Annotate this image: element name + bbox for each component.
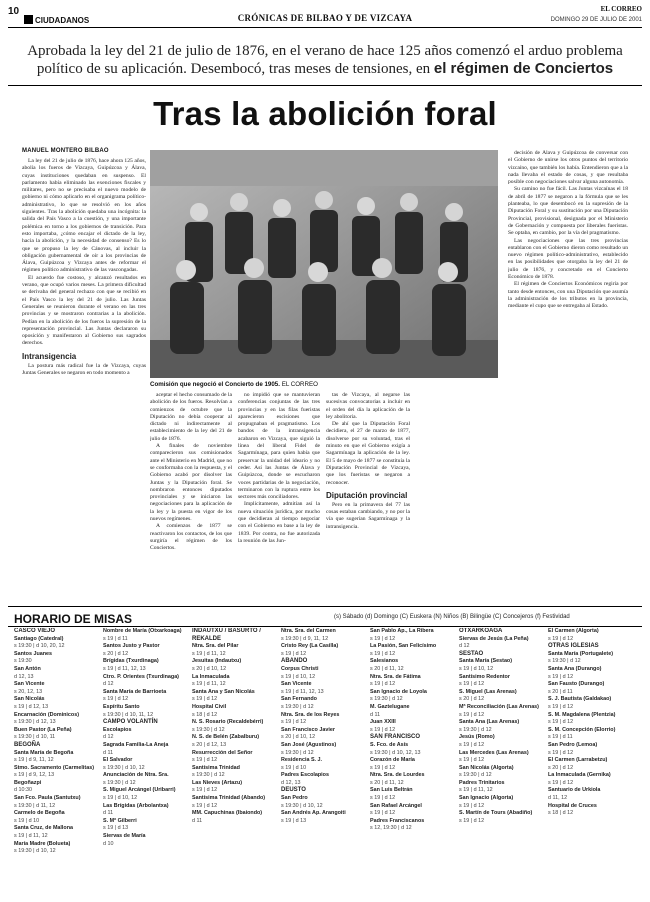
- mass-times: s 19 | d 11, 12, 13: [103, 665, 146, 672]
- church-name: Santísima Trinidad: [192, 764, 240, 771]
- paragraph: El régimen de Conciertos Económicos regiría por tanto desde entonces, con una Diputación que asumía la administración de los tributos en la provincia, mediante el cupo que se entregaba al Estado.: [508, 281, 628, 310]
- mass-times: s 19 | d 11, 12: [192, 681, 226, 688]
- mass-column: [192, 628, 278, 896]
- mass-times: s 19:30 | d 12: [281, 749, 314, 756]
- paragraph: El acuerdo fue costoso, y alcanzó resultados en verano, que ocupó varios meses. La primera dificultad se derivaba del general rechazo con que se recibió en el País Vasco la ley del 21 de julio. Las Juntas Generales se reunieron durante el verano en las tres provincias y se mostraron contrarias a la abolición. Pedían en la abolición de los fueros la supresión de la representación provincial. Las Juntas declararon su oposición y manifestaron al Gobierno sus sagrados derechos.: [22, 274, 146, 347]
- mass-column: [370, 628, 456, 896]
- district-heading: OTRAS IGLESIAS: [548, 643, 599, 650]
- paragraph: A comienzos de 1877 se reactivaron los contactos, de los que surgiría el régimen de los Conciertos.: [150, 523, 232, 552]
- section-title: CRÓNICAS DE BILBAO Y DE VIZCAYA: [237, 13, 413, 23]
- mass-times: s 19:30 | d 10, 11: [14, 734, 56, 741]
- mass-times: s 19 | d 11, 12: [459, 787, 493, 794]
- mass-times: s 19:30 | d 12: [281, 703, 314, 710]
- church-name: S. Miguel (Las Arenas): [459, 688, 517, 695]
- article-photo: [150, 150, 498, 378]
- mass-times: d 10:30: [14, 787, 32, 794]
- mass-column: [281, 628, 367, 896]
- church-name: Sagrada Familia-La Aneja: [103, 741, 169, 748]
- church-name: La Inmaculada (Gernika): [548, 772, 611, 779]
- byline: MANUEL MONTERO BILBAO: [22, 148, 109, 154]
- church-name: Nombre de María (Otxarkoaga): [103, 628, 182, 634]
- mass-times: s 19 | d 12: [459, 802, 485, 809]
- church-name: La Inmaculada: [192, 673, 230, 680]
- church-name: Santa Cruz, de Mallona: [14, 825, 74, 832]
- paragraph: La ley del 21 de julio de 1876, hace ahora 125 años, abolía los fueros de Vizcaya, Guipúzcoa y Álava, cuyas instituciones quedaban en suspenso. El parlamento había eliminado las exenciones fiscales y militares, pero no se precisaba el nuevo modelo de gobierno ni cómo aplicarlo en el organigrama político-administrativo, lo que se resolvió en los años siguientes. Tras la abolición quedaba una incógnita: la salida del País Vasco a la cuestión, y una importante polémica en torno a los gobiernos de transición. Para esto importaba, ¿cómo encajar el dictado de la ley, hacia la abolición, y la necesidad de consenso? Es lo que se propuso la ley de Cánovas, al incluir la obligación gubernamental de oír a los provincias de Álava, Guipúzcoa y Vizcaya antes de reformar el régimen político administrativo de las vascongadas.: [22, 158, 146, 274]
- church-name: Santa María de Barrioeta: [103, 688, 167, 695]
- mass-times: d 10: [103, 840, 114, 847]
- mass-times: s 19 | d 12: [370, 650, 396, 657]
- mass-times: d 11: [103, 749, 114, 756]
- article-column-3: [238, 392, 320, 598]
- church-name: S. M. Magdalena (Plentzia): [548, 711, 616, 718]
- mass-times: s 19 | d 11, 12: [192, 650, 226, 657]
- horario-subdivider: [8, 626, 642, 627]
- church-name: Juan XXIII: [370, 719, 396, 726]
- church-name: Carmelo de Begoña: [14, 810, 65, 817]
- paragraph: tas de Vizcaya, al negarse las sucesivas convocatorias a incluir en el orden del día la aplicación de la ley abolitoria.: [326, 392, 410, 420]
- church-name: Padres Franciscanos: [370, 817, 425, 824]
- mass-times: d 12: [459, 643, 470, 650]
- kicker-emphasis: el régimen de Conciertos: [433, 60, 614, 77]
- mass-times: s 19 | d 12: [370, 635, 396, 642]
- mass-times: d 12: [103, 734, 114, 741]
- mass-times: s 19 | d 12: [370, 764, 396, 771]
- mass-times: s 19 | d 10: [281, 764, 307, 771]
- article-column-4: [326, 392, 410, 598]
- mass-times: s 20 | d 10, 12: [192, 665, 227, 672]
- church-name: M. Gaztelugane: [370, 703, 410, 710]
- mass-times: s 19 | d 12: [370, 726, 396, 733]
- mass-times: d 11: [192, 817, 203, 824]
- mass-times: s 19:30 | d 11, 12: [14, 802, 56, 809]
- paragraph: Implícitamente, admitían así la nueva situación jurídica, por mucho que decidieran al tiempo negociar con el Gobierno en base a la ley de 1839. Por contra, no fue autorizada la reunión de las Jun-: [238, 501, 320, 544]
- article-column-2: [150, 392, 232, 598]
- church-name: Ntra. Sra. del Pilar: [192, 643, 239, 650]
- church-name: S. J. Bautista (Galdakao): [548, 696, 612, 703]
- church-name: Mª Reconciliación (Las Arenas): [459, 703, 539, 710]
- mass-times: s 19 | d 11: [548, 734, 573, 741]
- church-name: San Ignacio (Algorta): [459, 795, 514, 802]
- district-heading: OTXARKOAGA: [459, 628, 503, 634]
- mass-times: s 19 | d 13: [281, 817, 307, 824]
- mass-times: s 19:30 | d 10, 12: [103, 764, 145, 771]
- mass-times: s 19 | d 10, 12: [281, 673, 316, 680]
- mass-times: s 19 | d 12: [192, 802, 218, 809]
- church-name: San Fausto (Durango): [548, 681, 605, 688]
- mass-times: s 19:30 | d 12: [192, 726, 225, 733]
- mass-times: s 20 | d 12: [459, 696, 485, 703]
- church-name: Santa María de Begoña: [14, 749, 74, 756]
- church-name: MM. Capuchinas (Ibaiondo): [192, 810, 263, 817]
- mass-times: s 19 | d 10, 12: [459, 665, 494, 672]
- church-name: Padres Trinitarios: [459, 779, 505, 786]
- church-name: San Ignacio de Loyola: [370, 688, 427, 695]
- mass-times: s 19 | d 12, 13: [14, 703, 49, 710]
- mass-times: s 20 | d 11, 12: [370, 665, 404, 672]
- church-name: San Fernando: [281, 696, 317, 703]
- church-name: San Pedro (Lemoa): [548, 741, 598, 748]
- mass-column: [548, 628, 634, 896]
- mass-times: s 19 | d 11, 12: [14, 833, 48, 840]
- page-number: 10: [8, 6, 20, 17]
- church-name: Cristo Rey (La Casilla): [281, 643, 339, 650]
- church-name: S. Miguel Arcángel (Uribarri): [103, 787, 176, 794]
- subheading: Intransigencia: [22, 351, 77, 361]
- kicker-divider: [8, 85, 642, 86]
- mass-times: s 19 | d 12: [281, 719, 307, 726]
- paragraph: La postura más radical fue la de Vizcaya, cuyas Juntas Generales se negaron en todo momento a: [22, 362, 146, 377]
- church-name: Ntra. Sra. de los Reyes: [281, 711, 340, 718]
- section-label: CIUDADANOS: [24, 15, 89, 25]
- mass-times: s 19 | d 12: [370, 795, 396, 802]
- mass-times: s 19 | d 10, 12: [103, 795, 138, 802]
- church-name: María Madre (Bolueta): [14, 840, 71, 847]
- church-name: San Antón: [14, 665, 41, 672]
- church-name: El Salvador: [103, 757, 133, 764]
- church-name: Hospital Civil: [192, 703, 227, 710]
- mass-times: s 19 | d 12: [192, 787, 218, 794]
- mass-times: s 19:30 | d 12: [548, 658, 581, 665]
- mass-times: s 20 | d 12: [103, 650, 129, 657]
- church-name: N. S. Rosario (Recaldebérri): [192, 719, 264, 726]
- church-name: Residencia S. J.: [281, 757, 323, 764]
- church-name: Resurrección del Señor: [192, 749, 253, 756]
- church-name: Santuario de Urkiola: [548, 787, 601, 794]
- church-name: San Pablo Ap., La Ribera: [370, 628, 434, 634]
- mass-times: d 12, 13: [14, 673, 34, 680]
- horario-title: HORARIO DE MISAS: [14, 612, 133, 626]
- church-name: Anunciación de Ntra. Sra.: [103, 772, 169, 779]
- church-name: Siervas de María: [103, 833, 146, 840]
- church-name: Buen Pastor (La Peña): [14, 726, 72, 733]
- church-name: San Rafael Arcángel: [370, 802, 422, 809]
- mass-times: s 19 | d 9, 11, 12: [14, 757, 54, 764]
- mass-times: s 19 | d 12: [192, 696, 218, 703]
- headline: Tras la abolición foral: [153, 95, 497, 132]
- district-heading: ABANDO: [281, 658, 308, 665]
- paragraph: Las negociaciones que las tres provincias entablaron con el Gobierno dieron como resultado un nuevo régimen político-administrativo, establecido en las posibilidades que otorgaba la ley del 21 de julio de 1876, y concretado en el Concierto Económico de 1878.: [508, 237, 628, 281]
- church-name: Siervas de Jesús (La Peña): [459, 635, 529, 642]
- horario-legend: (s) Sábado (d) Domingo (C) Euskera (N) Niños (B) Bilingüe (C) Concejeros (f) Festividad: [334, 614, 570, 620]
- mass-times: s 19:30 | d 12: [192, 772, 225, 779]
- district-heading: CASCO VIEJO: [14, 628, 56, 634]
- church-name: Las Nieves (Artazu): [192, 779, 243, 786]
- article-column-1: [22, 158, 146, 598]
- church-name: Ntra. Sra. del Carmen: [281, 628, 336, 634]
- district-heading: SESTAO: [459, 650, 484, 657]
- church-name: San José (Agustinos): [281, 741, 337, 748]
- church-name: Santos Juanes: [14, 650, 53, 657]
- mass-times: s 19 | d 13: [103, 825, 129, 832]
- church-name: Jesuitas (Indautxu): [192, 658, 242, 665]
- mass-times: s 19 | d 11, 12, 13: [281, 688, 324, 695]
- church-name: San Luis Beltrán: [370, 787, 413, 794]
- mass-times: d 11: [103, 810, 114, 817]
- church-name: El Carmen (Larrabetzu): [548, 757, 608, 764]
- church-name: Encarnación (Dominicos): [14, 711, 79, 718]
- church-name: Jesús (Romo): [459, 734, 495, 741]
- paragraph: decisión de Álava y Guipúzcoa de conversar con el Gobierno de unirse los otros puntos del territorio vizcaíno, que también los había. Entendieron que a la nada llevaba el estado de cosas, y que resultaba posible con negociaciones salvar alguna autonomía.: [508, 150, 628, 186]
- paragraph: no impidió que se mantuvieran conferencias conjuntas de las tres provincias y en las filas fueristas aparecieron escisiones que propugnaban el pragmatismo. Los bandos de la intransigencia acabaron en Vizcaya, que siguió la línea del liberal Fidel de Sagarmínaga, para quien había que preservar la unidad del ideario y no ceder. Así las Juntas de Álava y Guipúzcoa, donde se escucharon voces partidarias de la negociación, terminaron con la ruptura entre los sectores más conciliadores.: [238, 392, 320, 501]
- mass-times: s 20 | d 12: [548, 764, 574, 771]
- church-name: Stmo. Sacramento (Carmelitas): [14, 764, 94, 771]
- church-name: Corazón de María: [370, 757, 415, 764]
- mass-times: s 19:30 | d 10, 20, 12: [14, 643, 65, 650]
- church-name: Hospital de Cruces: [548, 802, 597, 809]
- church-name: Ntra. Sra. de Fátima: [370, 673, 421, 680]
- mass-times: s 19 | d 11: [103, 635, 128, 642]
- church-name: Begoñazpi: [14, 779, 42, 786]
- church-name: Salesianos: [370, 658, 399, 665]
- mass-times: d 11: [370, 711, 381, 718]
- church-name: Santísima Trinidad (Abando): [192, 795, 266, 802]
- mass-column: [459, 628, 545, 896]
- mass-times: s 19 | d 12: [281, 650, 307, 657]
- mass-times: s 19 | d 12: [459, 817, 485, 824]
- mass-times: s 20 | d 10, 12: [281, 734, 316, 741]
- district-heading: SAN FRANCISCO: [370, 734, 421, 741]
- mass-times: s 19:30 | d 10, 12: [281, 802, 323, 809]
- church-name: Brígidas (Txurdinaga): [103, 658, 159, 665]
- district-heading: CAMPO VOLANTÍN: [103, 719, 158, 726]
- mass-times: s 19 | d 12: [370, 681, 396, 688]
- church-name: Las Mercedes (Las Arenas): [459, 749, 529, 756]
- mass-times: s 18 | d 12: [192, 711, 218, 718]
- horario-divider: [8, 606, 642, 607]
- mass-times: s 12, 19:30 | d 12: [370, 825, 412, 832]
- church-name: Santa Ana y San Nicolás: [192, 688, 255, 695]
- mass-times: s 19 | d 10: [14, 817, 40, 824]
- church-name: San Andrés Ap. Arangoiti: [281, 810, 346, 817]
- mass-times: s 19 | d 12: [548, 749, 574, 756]
- church-name: S. Martín de Tours (Abadiño): [459, 810, 533, 817]
- mass-times: s 19:30 | d 10, 12: [14, 848, 56, 855]
- mass-times: s 19 | d 12: [370, 810, 396, 817]
- church-name: Espíritu Santo: [103, 703, 140, 710]
- mass-times: s 19 | d 12: [459, 741, 485, 748]
- church-name: Corpus Christi: [281, 665, 319, 672]
- mass-times: d 12: [103, 681, 114, 688]
- paragraph: De ahí que la Diputación Foral decidiera, el 27 de marzo de 1877, disolverse por su voluntad, tras el minuto en que el Gobierno exigía a Sagarmínaga la aplicación de la ley. El 5 de mayo de 1877 se constituía la Diputación Provincial de Vizcaya, que los fueristas se negaron a reconocer.: [326, 421, 410, 486]
- mass-times: s 19:30 | d 10, 11, 12: [103, 711, 154, 718]
- church-name: Santa María (Sestao): [459, 658, 513, 665]
- church-name: Santos Justo y Pastor: [103, 643, 160, 650]
- church-name: San Francisco Javier: [281, 726, 335, 733]
- church-name: Escolapios: [103, 726, 132, 733]
- mass-times: s 19 | d 12: [103, 696, 129, 703]
- church-name: San Nicolás (Algorta): [459, 764, 514, 771]
- kicker: [20, 42, 630, 78]
- mass-times: s 19 | d 12: [459, 711, 485, 718]
- article-column-5: [508, 150, 628, 598]
- district-heading: INDAUTXU / BASURTO / REKALDE: [192, 628, 261, 642]
- church-name: S. M. Concepción (Elorrio): [548, 726, 616, 733]
- paragraph: aceptar el hecho consumado de la abolición de los fueros. Resolvían a comienzos de octubre que la Diputación no debía cooperar al dictado ni indirectamente al establecimiento de la ley del 21 de julio de 1876.: [150, 392, 232, 442]
- mass-times: d 12, 13: [281, 779, 301, 786]
- kicker-line-2: político de su aplicación. Desembocó, tras meses de tensiones, en el régimen de Conciertos: [36, 60, 614, 77]
- mass-times: s 19:30 | d 12: [459, 726, 492, 733]
- mass-times: s 19:30 | d 12, 13: [14, 719, 56, 726]
- issue-date: DOMINGO 29 DE JULIO DE 2001: [550, 17, 642, 23]
- mass-times: s 19:30 | d 10, 12, 13: [370, 749, 421, 756]
- mass-times: s 19 | d 12: [192, 757, 218, 764]
- church-name: N. S. de Belén (Zabalburu): [192, 734, 260, 741]
- mass-column: [103, 628, 189, 896]
- mass-times: s 20 | d 12, 13: [192, 741, 227, 748]
- district-heading: BEGOÑA: [14, 741, 41, 748]
- page-header: [8, 4, 642, 28]
- mass-times: s 18 | d 12: [548, 810, 574, 817]
- church-name: San Vicente: [14, 681, 45, 688]
- mass-times: s 19 | d 12: [548, 719, 574, 726]
- church-name: Ctro. P. Orientes (Txurdinaga): [103, 673, 179, 680]
- mass-times: s 19 | d 12: [459, 757, 485, 764]
- mass-times: s 19 | d 9, 12, 13: [14, 772, 55, 779]
- mass-times: s 20 | d 11, 12: [370, 779, 404, 786]
- mass-times: s 19:30 | d 12: [370, 696, 403, 703]
- church-name: San Fco. Paula (Santutxu): [14, 795, 81, 802]
- church-name: San Nicolás: [14, 696, 45, 703]
- mass-times: s 19 | d 12: [459, 681, 485, 688]
- church-name: El Carmen (Algorta): [548, 628, 599, 634]
- mass-times: s 19 | d 12: [548, 703, 574, 710]
- church-name: Ntra. Sra. de Lourdes: [370, 772, 425, 779]
- church-name: San Vicente: [281, 681, 312, 688]
- paragraph: Pero en la primavera del 77 las cosas estaban cambiando, y no por la vía que sugerían Sagarmínaga y la intransigencia.: [326, 501, 410, 530]
- church-name: Santa Ana (Las Arenas): [459, 719, 520, 726]
- mass-times: s 20, 12, 13: [14, 688, 43, 695]
- church-name: Santiago (Catedral): [14, 635, 64, 642]
- church-name: Padres Escolapios: [281, 772, 329, 779]
- church-name: Santa María (Portugalete): [548, 650, 614, 657]
- church-name: Santísimo Redentor: [459, 673, 510, 680]
- mass-times: s 19 | d 12: [548, 779, 574, 786]
- kicker-line-1: Aprobada la ley del 21 de julio de 1876, en el verano de hace 125 años comenzó el arduo problema: [27, 43, 623, 59]
- church-name: Las Brígidas (Arbolantxa): [103, 802, 169, 809]
- church-name: La Pasión, San Felicísimo: [370, 643, 437, 650]
- mass-times: s 19 | d 12: [548, 673, 574, 680]
- photo-caption: Comisión que negoció el Concierto de 1905. EL CORREO: [150, 381, 318, 388]
- subheading: Diputación provincial: [326, 490, 408, 500]
- mass-times: s 19 | d 12: [548, 635, 574, 642]
- mass-times: s 19:30 | d 9, 11, 12: [281, 635, 329, 642]
- mass-times: s 20 | d 11: [548, 688, 573, 695]
- newspaper-name: EL CORREO: [600, 5, 642, 13]
- mass-column: [14, 628, 100, 896]
- mass-times: s 19:30 | d 12: [459, 772, 492, 779]
- church-name: San Pedro: [281, 795, 308, 802]
- mass-times: d 11, 12: [548, 795, 568, 802]
- paragraph: A finales de noviembre comparecieron sus comisionados ante el Ministerio en Madrid, que no se conformaba con la respuesta, y el Gobierno acabó por disolver las Juntas y la Diputación foral. Se nombraron entonces diputados provinciales y se iniciaron las negociaciones para la aplicación de la ley y la puesta en vigor de los nuevos regímenes.: [150, 443, 232, 523]
- church-name: S. Fco. de Asís: [370, 741, 409, 748]
- church-name: S. Mª Gilberri: [103, 817, 137, 824]
- mass-times: s 19:30 | d 12: [103, 779, 136, 786]
- district-heading: DEUSTO: [281, 787, 306, 794]
- mass-times: s 19:30: [14, 658, 32, 665]
- paragraph: Su camino no fue fácil. Las Juntas vizcaínas el 18 de abril de 1877 se negaron a la fórmula que se les planteaba, lo que desembocó en la supresión de la Diputación Foral y su sustitución por una Diputación Provincial, provisional, designada por el Ministerio de Gobernación y compuesta por liberales fueristas. Se optaba, en cambio, por la vía del pragmatismo.: [508, 186, 628, 237]
- church-name: Santa Ana (Durango): [548, 665, 602, 672]
